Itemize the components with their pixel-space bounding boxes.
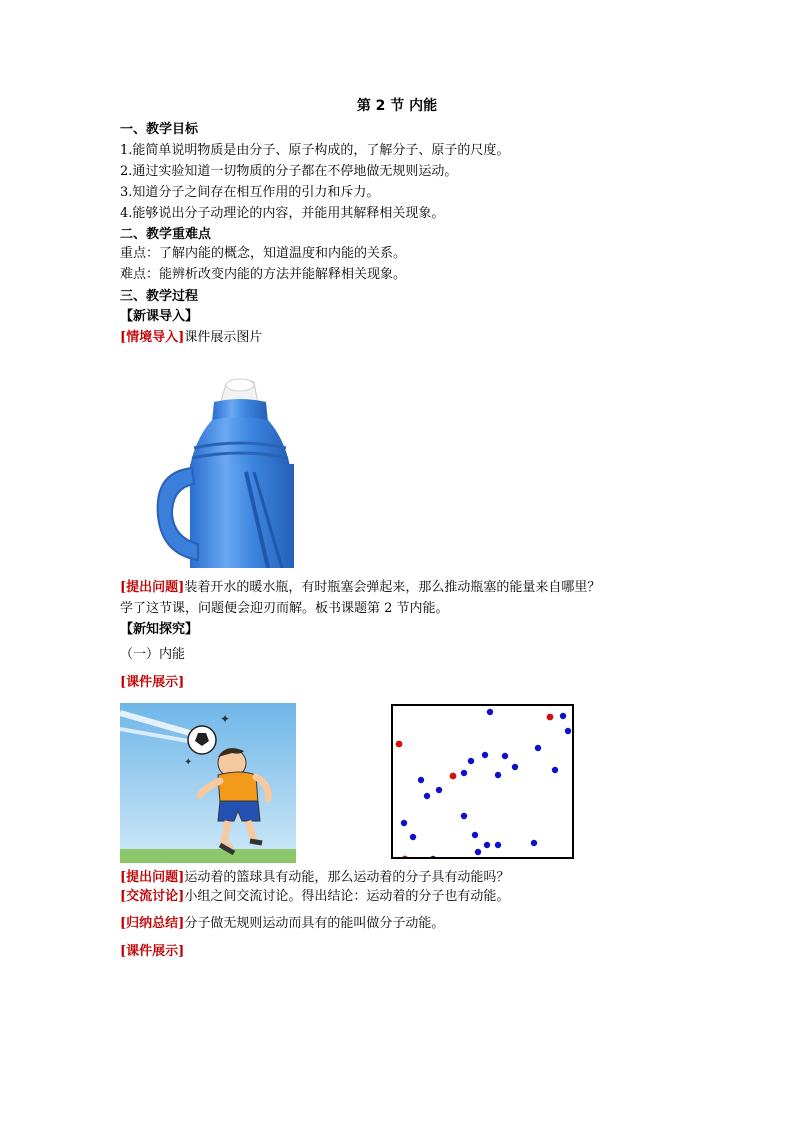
objective-item: 4.能够说出分子动理论的内容，并能用其解释相关现象。 [120,206,445,221]
key-point: 重点：了解内能的概念，知道温度和内能的关系。 [120,246,407,261]
discuss-text: 小组之间交流讨论。得出结论：运动着的分子也有动能。 [184,889,510,904]
summary-text: 分子做无规则运动而具有的能叫做分子动能。 [184,916,445,931]
molecule-dots [393,706,572,857]
thermos-flask-image [150,376,295,568]
objective-item: 2.通过实验知道一切物质的分子都在不停地做无规则运动。 [120,164,458,179]
sub-heading: （一）内能 [120,647,186,662]
discuss-tag: [交流讨论] [120,889,185,904]
question2-line [120,868,509,888]
question-line [120,578,600,598]
soccer-header-image [120,703,296,863]
molecule-motion-diagram [391,704,574,859]
objective-item: 3.知道分子之间存在相互作用的引力和斥力。 [120,185,380,200]
continue-line: 学了这节课，问题便会迎刃而解。板书课题第 2 节内能。 [120,601,449,616]
svg-text:✦: ✦ [220,712,231,726]
show-line-2 [120,942,184,962]
intro-heading: 【新课导入】 [120,309,199,324]
section2-heading: 二、教学重难点 [120,227,212,242]
show-tag-2: [课件展示] [120,944,185,959]
objective-item: 1.能简单说明物质是由分子、原子构成的，了解分子、原子的尺度。 [120,143,510,158]
summary-line [120,914,444,934]
summary-tag: [归纳总结] [120,916,185,931]
page-title: 第 2 节 内能 [356,98,438,114]
section1-heading: 一、教学目标 [120,122,199,137]
section3-heading: 三、教学过程 [120,289,199,304]
scene-text: 课件展示图片 [184,330,263,345]
discuss-line [120,887,509,907]
scene-line [120,328,262,348]
question-text: 装着开水的暖水瓶，有时瓶塞会弹起来，那么推动瓶塞的能量来自哪里？ [184,580,601,595]
question2-text: 运动着的篮球具有动能，那么运动着的分子具有动能吗？ [184,870,510,885]
scene-tag: [情境导入] [120,330,185,345]
question2-tag: [提出问题] [120,870,185,885]
show-line [120,673,184,693]
difficult-point: 难点：能辨析改变内能的方法并能解释相关现象。 [120,267,407,282]
question-tag: [提出问题] [120,580,185,595]
show-tag: [课件展示] [120,675,185,690]
explore-heading: 【新知探究】 [120,622,199,637]
svg-text:✦: ✦ [184,757,193,768]
